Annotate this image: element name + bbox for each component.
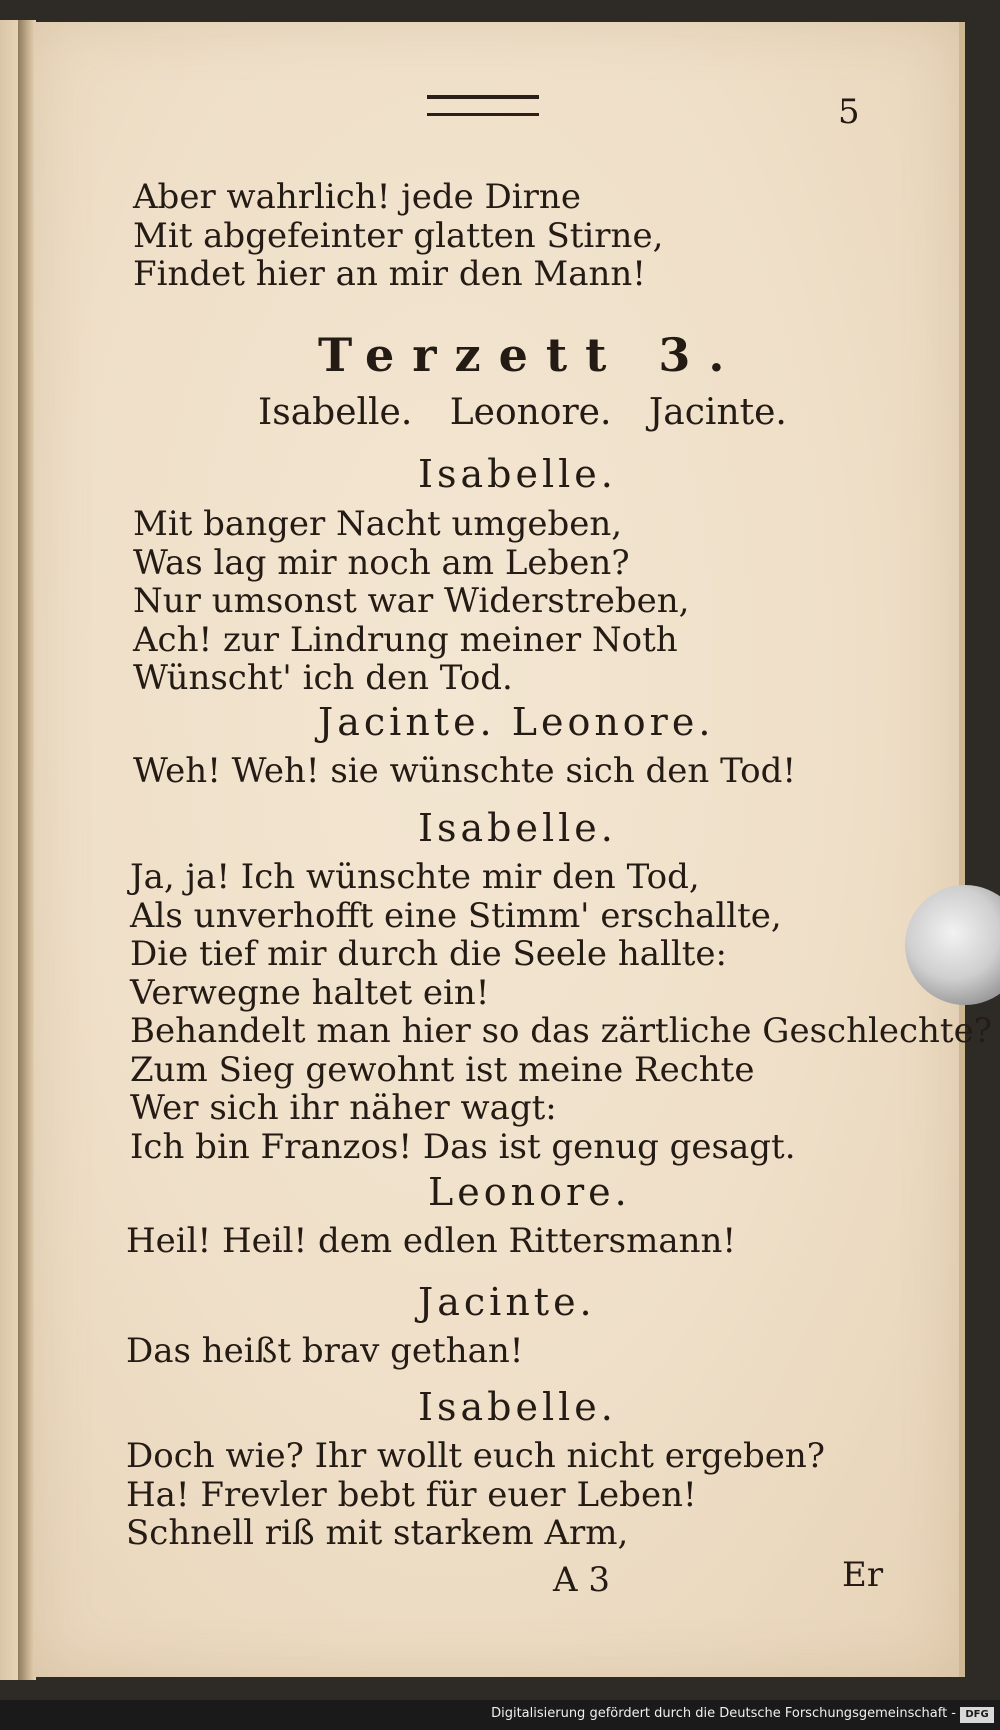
speaker-heading: Isabelle.	[418, 806, 617, 850]
verse-line: Die tief mir durch die Seele hallte:	[130, 934, 728, 974]
speaker-heading: Isabelle.	[418, 1385, 617, 1429]
section-title: Terzett 3.	[318, 328, 743, 382]
verse-line: Nur umsonst war Widerstreben,	[133, 581, 690, 621]
verse-line: Was lag mir noch am Leben?	[133, 542, 630, 583]
verse-block-1	[133, 505, 689, 698]
verse-line: Mit abgefeinter glatten Stirne,	[133, 215, 664, 256]
verse-line: Das heißt brav gethan!	[126, 1331, 524, 1371]
verse-line: Ja, ja! Ich wünschte mir den Tod,	[130, 857, 700, 897]
verse-line: Wünscht' ich den Tod.	[133, 658, 513, 698]
verse-line: Findet hier an mir den Mann!	[133, 254, 646, 294]
verse-line: Heil! Heil! dem edlen Rittersmann!	[126, 1221, 737, 1261]
speaker-heading: Isabelle.	[418, 452, 617, 496]
verse-line: Zum Sieg gewohnt ist meine Rechte	[130, 1049, 755, 1090]
verse-block-5	[126, 1332, 523, 1371]
header-rule	[427, 95, 539, 116]
verse-line: Ich bin Franzos! Das ist genug gesagt.	[130, 1126, 796, 1167]
page-number: 5	[838, 92, 860, 132]
verse-line: Mit banger Nacht umgeben,	[133, 504, 623, 544]
verse-block-4	[126, 1222, 736, 1261]
verse-block-6	[126, 1437, 825, 1553]
speaker-heading: Leonore.	[428, 1170, 631, 1214]
signature-mark: A 3	[553, 1560, 610, 1600]
verse-line: Ach! zur Lindrung meiner Noth	[133, 619, 678, 660]
verse-block-2	[133, 752, 796, 791]
verse-line: Weh! Weh! sie wünschte sich den Tod!	[133, 751, 797, 791]
digitization-credit: Digitalisierung gefördert durch die Deutsche Forschungsgemeinschaft -	[491, 1706, 956, 1721]
verse-line: Schnell riß mit starkem Arm,	[126, 1513, 629, 1553]
speaker-heading: Jacinte. Leonore.	[318, 700, 715, 744]
verse-line: Doch wie? Ihr wollt euch nicht ergeben?	[126, 1436, 826, 1476]
speaker-heading: Jacinte.	[418, 1280, 596, 1324]
dfg-logo-icon: DFG	[960, 1707, 994, 1723]
cast-list: Isabelle. Leonore. Jacinte.	[258, 392, 787, 433]
verse-line: Ha! Frevler bebt für euer Leben!	[126, 1474, 697, 1515]
verse-line: Verwegne haltet ein!	[130, 972, 490, 1013]
verse-line: Wer sich ihr näher wagt:	[130, 1088, 557, 1128]
catchword: Er	[842, 1555, 884, 1595]
verse-line: Behandelt man hier so das zärtliche Geschlechte?	[130, 1011, 992, 1051]
verse-block-3	[130, 858, 992, 1166]
verse-top	[133, 178, 663, 294]
verse-line: Als unverhofft eine Stimm' erschallte,	[130, 895, 782, 936]
verse-line: Aber wahrlich! jede Dirne	[133, 177, 581, 217]
